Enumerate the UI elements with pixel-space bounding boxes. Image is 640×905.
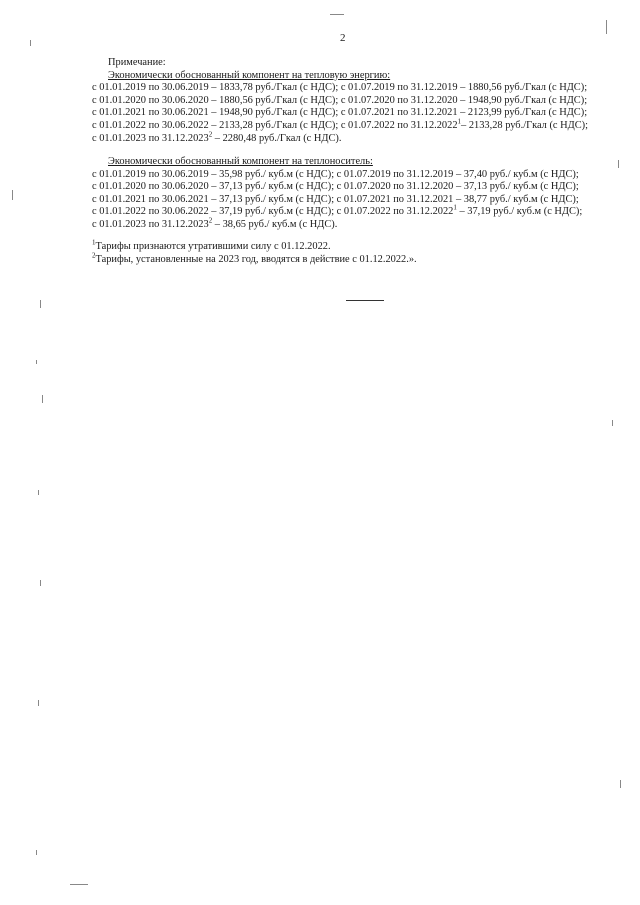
footnote: $^2$Тарифы, установленные на 2023 год, вводятся в действие с 01.12.2022.». xyxy=(92,251,417,265)
end-separator-line xyxy=(346,300,384,301)
heat-energy-section xyxy=(92,57,612,145)
footnotes xyxy=(92,240,612,266)
heat-energy-line: с 01.01.2019 по 30.06.2019 – 1833,78 руб./Гкал (с НДС); с 01.07.2019 по 31.12.2019 – 1880,56 руб./Гкал (с НДС); xyxy=(92,82,588,94)
heat-carrier-line: с 01.01.2020 по 30.06.2020 – 37,13 руб./ куб.м (с НДС); с 01.07.2020 по 31.12.2020 – 37,13 руб./ куб.м (с НДС); xyxy=(92,181,579,193)
heat-energy-heading: Экономически обоснованный компонент на тепловую энергию: xyxy=(108,69,391,81)
footnote-ref: 1 xyxy=(457,117,462,126)
footnote-mark: 1 xyxy=(92,238,96,247)
heat-energy-line: с 01.01.2020 по 30.06.2020 – 1880,56 руб./Гкал (с НДС); с 01.07.2020 по 31.12.2020 – 1948,90 руб./Гкал (с НДС); xyxy=(92,94,588,106)
page-number: 2 xyxy=(340,32,346,44)
heat-carrier-line: с 01.01.2019 по 30.06.2019 – 35,98 руб./ куб.м (с НДС); с 01.07.2019 по 31.12.2019 – 37,40 руб./ куб.м (с НДС); xyxy=(92,168,579,180)
heat-carrier-line: с 01.01.2022 по 30.06.2022 – 37,19 руб./ куб.м (с НДС); с 01.07.2022 по 31.12.2022$^1$ – 37,19 руб./ куб.м (с НДС); xyxy=(92,203,583,218)
footnote-mark: 2 xyxy=(92,251,96,260)
footnote: $^1$Тарифы признаются утратившими силу с 01.12.2022. xyxy=(92,238,331,252)
footnote-ref: 1 xyxy=(453,203,457,212)
heat-carrier-line: с 01.01.2023 по 31.12.2023$^2$ – 38,65 руб./ куб.м (с НДС). xyxy=(92,216,338,230)
footnote-ref: 2 xyxy=(208,130,213,139)
heat-carrier-heading: Экономически обоснованный компонент на теплоноситель: xyxy=(108,156,373,167)
note-label: Примечание: xyxy=(108,57,166,68)
heat-carrier-line: с 01.01.2021 по 30.06.2021 – 37,13 руб./ куб.м (с НДС); с 01.07.2021 по 31.12.2021 – 38,77 руб./ куб.м (с НДС); xyxy=(92,193,579,205)
heat-energy-line: с 01.01.2023 по 31.12.2023$^2$ – 2280,48 руб./Гкал (с НДС). xyxy=(92,130,342,144)
heat-carrier-section xyxy=(92,156,612,232)
heat-energy-line: с 01.01.2022 по 30.06.2022 – 2133,28 руб./Гкал (с НДС); с 01.07.2022 по 31.12.2022$^1$– 2133,28 руб./Гкал (с НДС); xyxy=(92,117,589,131)
heat-energy-line: с 01.01.2021 по 30.06.2021 – 1948,90 руб./Гкал (с НДС); с 01.07.2021 по 31.12.2021 – 2123,99 руб./Гкал (с НДС); xyxy=(92,107,588,119)
footnote-ref: 2 xyxy=(208,216,213,225)
